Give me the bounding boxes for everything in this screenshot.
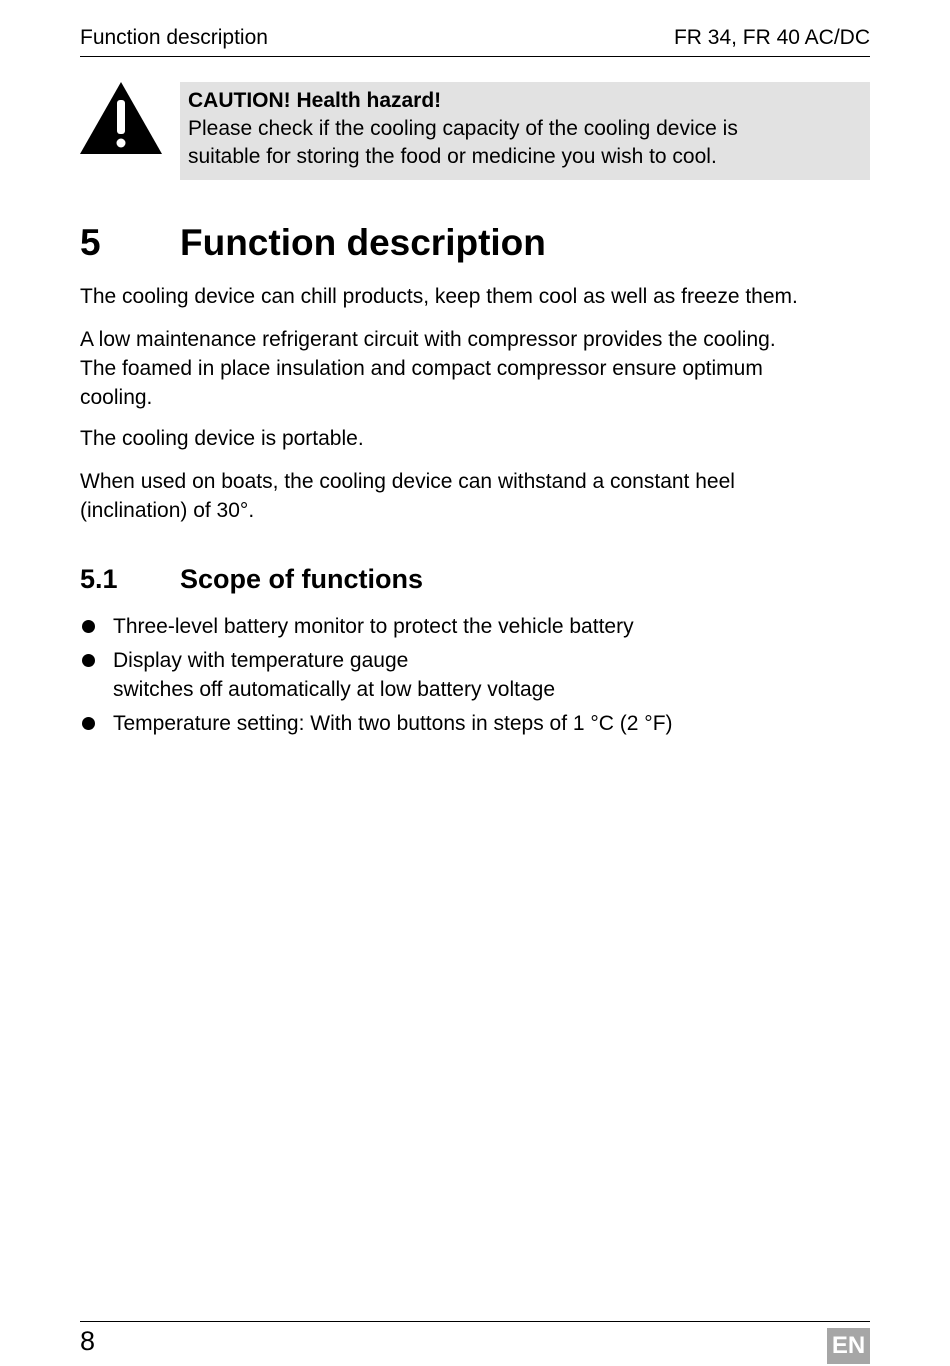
- page-number: 8: [80, 1326, 96, 1356]
- header-section-title: Function description: [80, 26, 268, 49]
- paragraph-line: The cooling device can chill products, keep them cool as well as freeze them.: [80, 285, 798, 308]
- bullet-icon: [82, 717, 95, 730]
- section-number: 5: [80, 222, 101, 263]
- list-item-text: switches off automatically at low battery voltage: [113, 678, 555, 701]
- caution-text-line: Please check if the cooling capacity of the cooling device is: [188, 117, 738, 140]
- paragraph-line: When used on boats, the cooling device can withstand a constant heel: [80, 470, 735, 493]
- subsection-number: 5.1: [80, 564, 118, 594]
- page-header: [80, 24, 870, 57]
- paragraph-line: (inclination) of 30°.: [80, 499, 255, 522]
- list-item: [80, 612, 870, 641]
- paragraph: [80, 325, 875, 412]
- paragraph-line: The cooling device is portable.: [80, 427, 364, 450]
- warning-triangle-icon: [80, 82, 162, 154]
- caution-notice: [80, 82, 870, 180]
- list-item: [80, 646, 870, 704]
- feature-list: [80, 612, 870, 743]
- paragraph: [80, 282, 875, 311]
- paragraph-line: cooling.: [80, 386, 153, 409]
- subsection-title: Scope of functions: [180, 564, 423, 594]
- caution-title: CAUTION! Health hazard!: [188, 89, 442, 112]
- paragraph: [80, 467, 875, 525]
- list-item: [80, 709, 870, 738]
- list-item-text: Display with temperature gauge: [113, 649, 409, 672]
- bullet-icon: [82, 654, 95, 667]
- list-item-text: Three-level battery monitor to protect the vehicle battery: [113, 615, 634, 638]
- header-model: FR 34, FR 40 AC/DC: [673, 26, 870, 49]
- paragraph-line: A low maintenance refrigerant circuit with compressor provides the cooling.: [80, 328, 776, 351]
- language-badge: EN: [827, 1328, 870, 1364]
- section-title: Function description: [180, 222, 546, 263]
- list-item-text: Temperature setting: With two buttons in steps of 1 °C (2 °F): [113, 712, 673, 735]
- caution-text-line: suitable for storing the food or medicine you wish to cool.: [188, 145, 717, 168]
- page-footer: [80, 1321, 870, 1366]
- paragraph-line: The foamed in place insulation and compact compressor ensure optimum: [80, 357, 763, 380]
- section-heading: [80, 222, 870, 266]
- bullet-icon: [82, 620, 95, 633]
- caution-box: [180, 82, 870, 180]
- paragraph: [80, 424, 875, 453]
- subsection-heading: [80, 564, 870, 598]
